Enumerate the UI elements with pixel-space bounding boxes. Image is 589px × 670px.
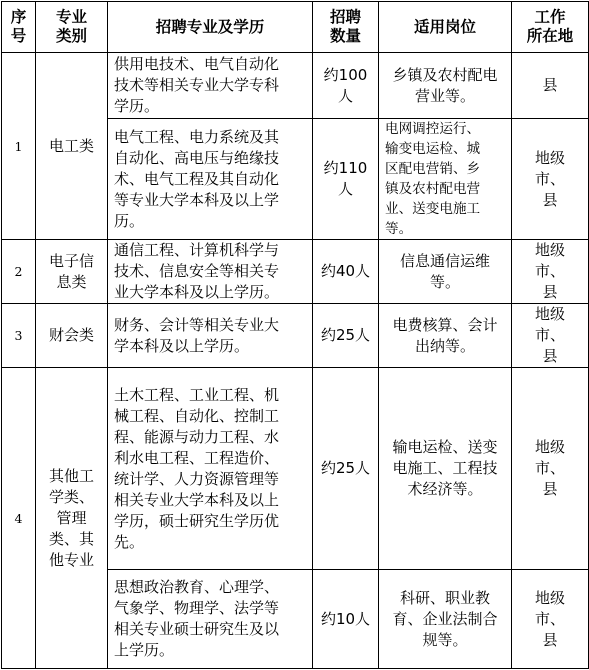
location-cell: 地级 市、 县 — [512, 240, 589, 304]
position-cell: 电费核算、会计 出纳等。 — [379, 304, 512, 368]
count-cell: 约40人 — [313, 240, 379, 304]
position-cell: 电网调控运行、 输变电运检、城 区配电营销、乡 镇及农村配电营 业、送变电施工 等。 — [379, 119, 512, 240]
count-cell: 约25人 — [313, 368, 379, 570]
header-count: 招聘 数量 — [313, 2, 379, 53]
count-cell: 约100 人 — [313, 53, 379, 119]
major-cell: 通信工程、计算机科学与 技术、信息安全等相关专 业大学本科及以上学历。 — [108, 240, 313, 304]
table-row — [2, 368, 589, 570]
header-location: 工作 所在地 — [512, 2, 589, 53]
row-number: 2 — [2, 240, 36, 304]
major-cell: 土木工程、工业工程、机 械工程、自动化、控制工 程、能源与动力工程、水 利水电工程、工程造价、 统计学、人力资源管理等 相关专业大学本科及以上 学历，硕士研究生学历优 先。 — [108, 368, 313, 570]
position-cell: 乡镇及农村配电 营业等。 — [379, 53, 512, 119]
position-cell: 信息通信运维 等。 — [379, 240, 512, 304]
major-cell: 思想政治教育、心理学、 气象学、物理学、法学等 相关专业硕士研究生及以 上学历。 — [108, 570, 313, 669]
location-cell: 地级 市、 县 — [512, 304, 589, 368]
row-number: 3 — [2, 304, 36, 368]
table-row — [2, 53, 589, 119]
count-cell: 约25人 — [313, 304, 379, 368]
header-number: 序 号 — [2, 2, 36, 53]
major-cell: 电气工程、电力系统及其 自动化、高电压与绝缘技 术、电气工程及其自动化 等专业大学本科及以上学 历。 — [108, 119, 313, 240]
header-position: 适用岗位 — [379, 2, 512, 53]
category-cell: 电子信 息类 — [36, 240, 108, 304]
table-row — [2, 240, 589, 304]
location-cell: 地级 市、 县 — [512, 368, 589, 570]
major-cell: 财务、会计等相关专业大 学本科及以上学历。 — [108, 304, 313, 368]
location-cell: 地级 市、 县 — [512, 570, 589, 669]
location-cell: 县 — [512, 53, 589, 119]
category-cell: 其他工 学类、 管理 类、其 他专业 — [36, 368, 108, 669]
position-cell: 输电运检、送变 电施工、工程技 术经济等。 — [379, 368, 512, 570]
count-cell: 约10人 — [313, 570, 379, 669]
header-row — [2, 2, 589, 53]
category-cell: 电工类 — [36, 53, 108, 240]
position-cell: 科研、职业教 育、企业法制合 规等。 — [379, 570, 512, 669]
header-category: 专业 类别 — [36, 2, 108, 53]
location-cell: 地级 市、 县 — [512, 119, 589, 240]
recruitment-table — [1, 1, 589, 669]
major-cell: 供用电技术、电气自动化 技术等相关专业大学专科 学历。 — [108, 53, 313, 119]
table-row — [2, 304, 589, 368]
count-cell: 约110 人 — [313, 119, 379, 240]
header-major-education: 招聘专业及学历 — [108, 2, 313, 53]
row-number: 4 — [2, 368, 36, 669]
category-cell: 财会类 — [36, 304, 108, 368]
row-number: 1 — [2, 53, 36, 240]
